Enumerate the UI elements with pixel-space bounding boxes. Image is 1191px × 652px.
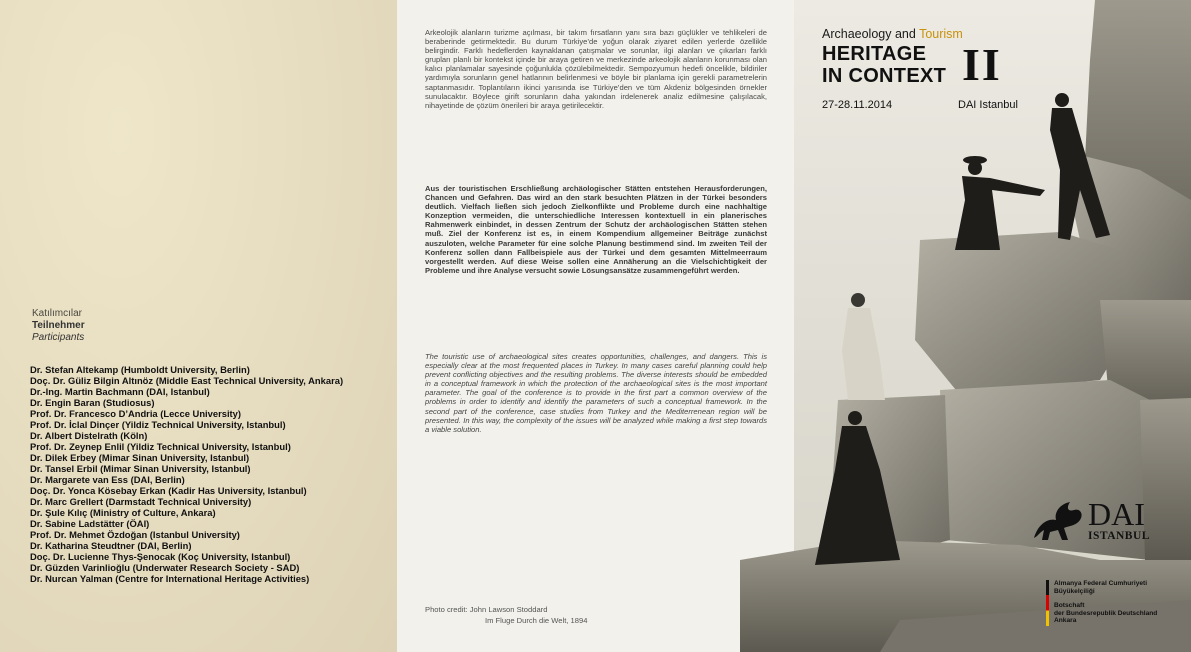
participant-item: Dr. Albert Distelrath (Köln)	[30, 430, 148, 441]
participant-item: Dr. Dilek Erbey (Mimar Sinan University, Istanbul)	[30, 452, 250, 463]
participant-item: Dr. Tansel Erbil (Mimar Sinan University, Istanbul)	[30, 463, 251, 474]
stone-block	[915, 232, 1130, 395]
embassy-de-line1: Botschaft	[1054, 602, 1085, 609]
embassy-de-line2: der Bundesrepublik Deutschland	[1054, 609, 1158, 617]
participant-item: Prof. Dr. İclal Dinçer (Yildiz Technical University, Istanbul)	[30, 419, 286, 430]
participants-heading-en: Participants	[32, 332, 85, 343]
embassy-text	[1054, 580, 1157, 625]
embassy-de-line3: Ankara	[1054, 617, 1077, 624]
description-turkish: Arkeolojik alanların turizme açılması, bir takım fırsatların yanı sıra bazı güçlükler ve tehlikeleri de beraberinde getirmektedir. Bu durum Türkiye’de yoğun olarak ziyaret edilen yerlerde özellikle belirgindir. Farklı hedeflerden kaynaklanan çatışmalar ve sorunlar, ilgi alanları ve çıkarları farklı grupları planlı bir kontekst içinde bir araya getiren ve merkezinde arkeolojik alanların korunması olan kalıcı planlamalar sayesinde çoğunlukla çözülebilmektedir. Sempozyumun hedefi öncelikle, bildiriler yardımıyla sorunların genel hatlarının belirlenmesi ve böyle bir planlama için gerekli parametrelerin saptanmasıdır. Toplantıların ikinci yarısında ise Türkiye’den ve tüm Akdeniz bölgesinden örnekler sunulacaktır. Böylece girift sorunların daha yakından irdelenerek analiz edilmesine çalışılacak, nihayetinde de çözüm önerileri bir araya getirilecektir.	[425, 28, 767, 110]
conference-location: DAI Istanbul	[958, 99, 1018, 111]
participant-item: Prof. Dr. Zeynep Enlil (Yildiz Technical University, Istanbul)	[30, 441, 291, 452]
participant-item: Prof. Dr. Mehmet Özdoğan (Istanbul University)	[30, 529, 240, 540]
dai-logo-text: DAI	[1088, 496, 1145, 532]
participants-heading-tr: Katılımcılar	[32, 308, 83, 319]
subtitle-part-b: Tourism	[919, 27, 963, 41]
participant-item: Dr. Sabine Ladstätter (ÖAI)	[30, 518, 150, 529]
participant-item: Dr. Marc Grellert (Darmstadt Technical University)	[30, 496, 252, 507]
title-line1: HERITAGE	[822, 43, 927, 65]
participant-item: Prof. Dr. Francesco D’Andria (Lecce University)	[30, 408, 242, 419]
conference-subtitle	[822, 27, 963, 41]
participant-item: Dr. Şule Kılıç (Ministry of Culture, Ankara)	[30, 507, 216, 518]
participant-item: Dr. Katharina Steudtner (DAI, Berlin)	[30, 540, 192, 551]
photo-credit-line2: Im Fluge Durch die Welt, 1894	[485, 616, 588, 625]
embassy-tr-line1: Almanya Federal Cumhuriyeti	[1054, 580, 1148, 587]
participants-heading-de: Teilnehmer	[32, 320, 85, 331]
title-roman-numeral: II	[962, 39, 1002, 90]
description-english: The touristic use of archaeological sites creates opportunities, challenges, and dangers. This is especially clear at the most frequented places in Turkey. In many cases careful planning could help prevent conflicting objectives and the resulting problems. The diverse interests should be embedded in a conceptual framework in which the protection of the archaeological sites is the most important parameter. The goal of the conference is to provide in the first part a common overview of the problems in order to identify and identify the parameters of such a conceptual framework. In the second part of the conference, case studies from Turkey and the Mediterrenean region will be presented. In this way, the complexity of the issues will be analyzed while making a first step towards a viable solution.	[425, 352, 767, 434]
participant-item: Dr.-Ing. Martin Bachmann (DAI, Istanbul)	[30, 386, 210, 397]
embassy-tr-line2: Büyükelçiliği	[1054, 587, 1095, 595]
griffin-icon	[1030, 498, 1086, 544]
conference-date: 27-28.11.2014	[822, 99, 893, 111]
conference-title	[822, 43, 946, 87]
german-flag-stripe	[1046, 580, 1049, 626]
participant-item: Dr. Güzden Varinlioğlu (Underwater Research Society - SAD)	[30, 562, 300, 573]
description-german: Aus der touristischen Erschließung archäologischer Stätten entstehen Herausforderungen, Chancen und Gefahren. Das wird an den stark besuchten Plätzen in der Türkei besonders deutlich. Vielfach ließen sich jedoch Zielkonflikte und Probleme durch eine nachhaltige Konzeption vermeiden, die unterschiedliche Interessen kontextuell in ein planerisches Rahmenwerk einbindet, in dessen Zentrum der Schutz der archäologischen Stätten stehen muß. Ziel der Konferenz ist es, in einem Kompendium allgemeiner Beiträge zunächst auszuloten, welche Parameter für eine solche Planung bestimmend sind. Im zweiten Teil der Konferenz sollen dann Fallbeispiele aus der Türkei und dem gesamten Mittelmeerraum vorgestellt werden. Auf diese Weise sollen eine Annäherung an die Vielschichtigkeit der Probleme und ihre Analyse versucht sowie Lösungsansätze zusammengeführt werden.	[425, 184, 767, 275]
participant-item: Dr. Engin Baran (Studiosus)	[30, 397, 155, 408]
title-line2: IN CONTEXT	[822, 65, 947, 87]
participant-item: Doç. Dr. Yonca Kösebay Erkan (Kadir Has University, Istanbul)	[30, 485, 307, 496]
participant-item: Dr. Nurcan Yalman (Centre for International Heritage Activities)	[30, 573, 310, 584]
photo-credit-line1: Photo credit: John Lawson Stoddard	[425, 605, 548, 614]
participant-item: Doç. Dr. Lucienne Thys-Şenocak (Koç University, Istanbul)	[30, 551, 291, 562]
subtitle-part-a: Archaeology and	[822, 27, 916, 41]
dai-logo-subtext: ISTANBUL	[1088, 530, 1150, 542]
participant-item: Dr. Margarete van Ess (DAI, Berlin)	[30, 474, 185, 485]
participant-item: Dr. Stefan Altekamp (Humboldt University, Berlin)	[30, 364, 250, 375]
participant-item: Doç. Dr. Güliz Bilgin Altınöz (Middle East Technical University, Ankara)	[30, 375, 344, 386]
